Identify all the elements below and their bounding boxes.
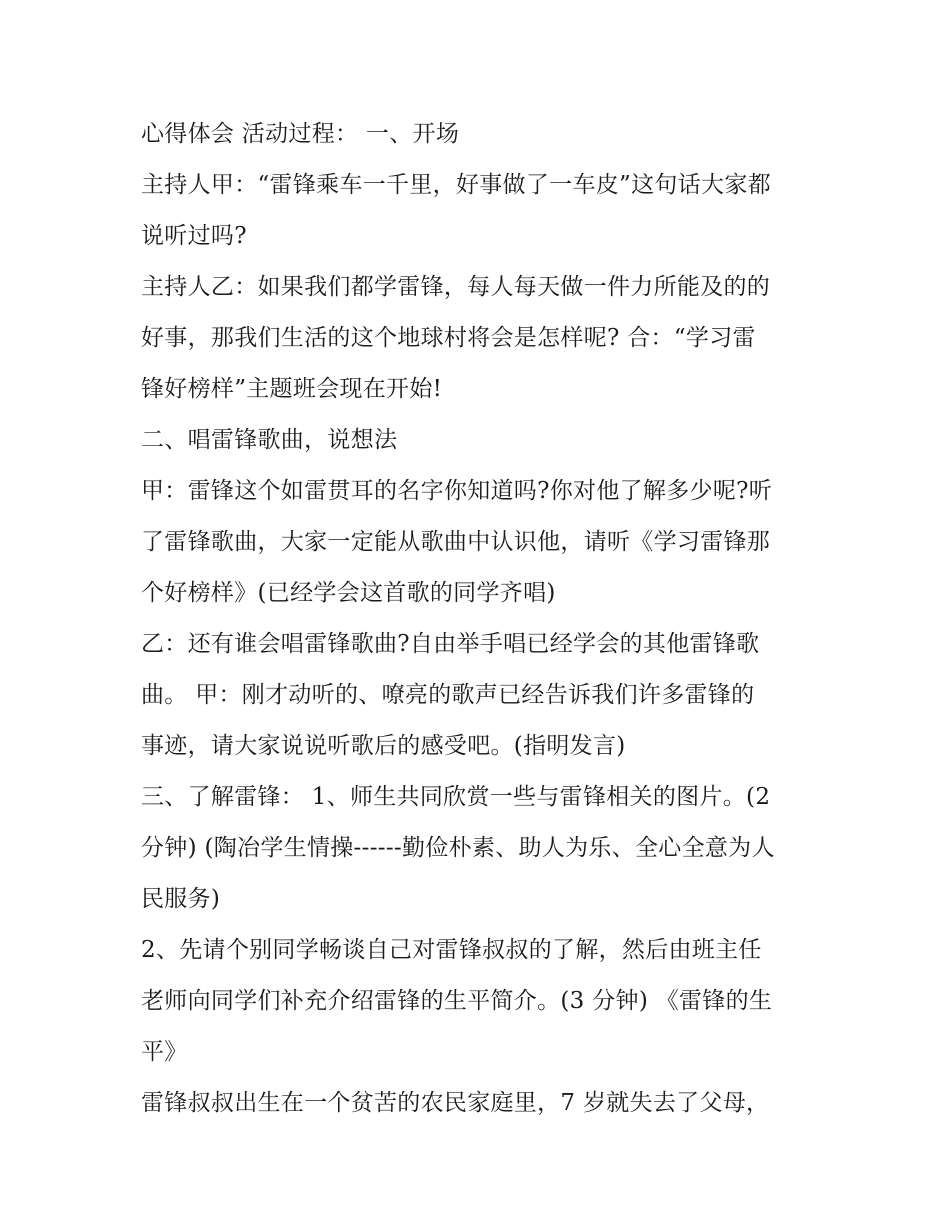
text-line: 平》 bbox=[141, 1039, 188, 1065]
text-line: 三、了解雷锋： 1、师生共同欣赏一些与雷锋相关的图片。(2 bbox=[141, 784, 771, 810]
text-line: 曲。 甲：刚才动听的、嘹亮的歌声已经告诉我们许多雷锋的 bbox=[141, 682, 755, 708]
text-line: 主持人甲：“雷锋乘车一千里，好事做了一车皮”这句话大家都 bbox=[141, 172, 771, 198]
document-body bbox=[141, 109, 816, 1129]
text-line: 了雷锋歌曲，大家一定能从歌曲中认识他，请听《学习雷锋那 bbox=[141, 529, 771, 555]
text-line: 个好榜样》(已经学会这首歌的同学齐唱) bbox=[141, 580, 556, 606]
text-line: 二、唱雷锋歌曲，说想法 bbox=[141, 427, 398, 453]
text-line: 说听过吗? bbox=[141, 223, 247, 249]
text-line: 事迹，请大家说说听歌后的感受吧。(指明发言) bbox=[141, 733, 626, 759]
text-line: 分钟) (陶冶学生情操------勤俭朴素、助人为乐、全心全意为人 bbox=[141, 835, 775, 861]
text-line: 乙：还有谁会唱雷锋歌曲?自由举手唱已经学会的其他雷锋歌 bbox=[141, 631, 760, 657]
text-line: 锋好榜样”主题班会现在开始! bbox=[141, 376, 443, 402]
text-line: 2、先请个别同学畅谈自己对雷锋叔叔的了解，然后由班主任 bbox=[141, 937, 762, 963]
text-line: 好事，那我们生活的这个地球村将会是怎样呢? 合：“学习雷 bbox=[141, 325, 756, 351]
text-line: 民服务) bbox=[141, 886, 221, 912]
text-line: 老师向同学们补充介绍雷锋的生平简介。(3 分钟) 《雷锋的生 bbox=[141, 988, 773, 1014]
text-line: 甲：雷锋这个如雷贯耳的名字你知道吗?你对他了解多少呢?听 bbox=[141, 478, 773, 504]
text-line: 主持人乙：如果我们都学雷锋，每人每天做一件力所能及的的 bbox=[141, 274, 771, 300]
text-line: 心得体会 活动过程： 一、开场 bbox=[141, 121, 460, 147]
text-line: 雷锋叔叔出生在一个贫苦的农民家庭里，7 岁就失去了父母， bbox=[141, 1090, 770, 1116]
